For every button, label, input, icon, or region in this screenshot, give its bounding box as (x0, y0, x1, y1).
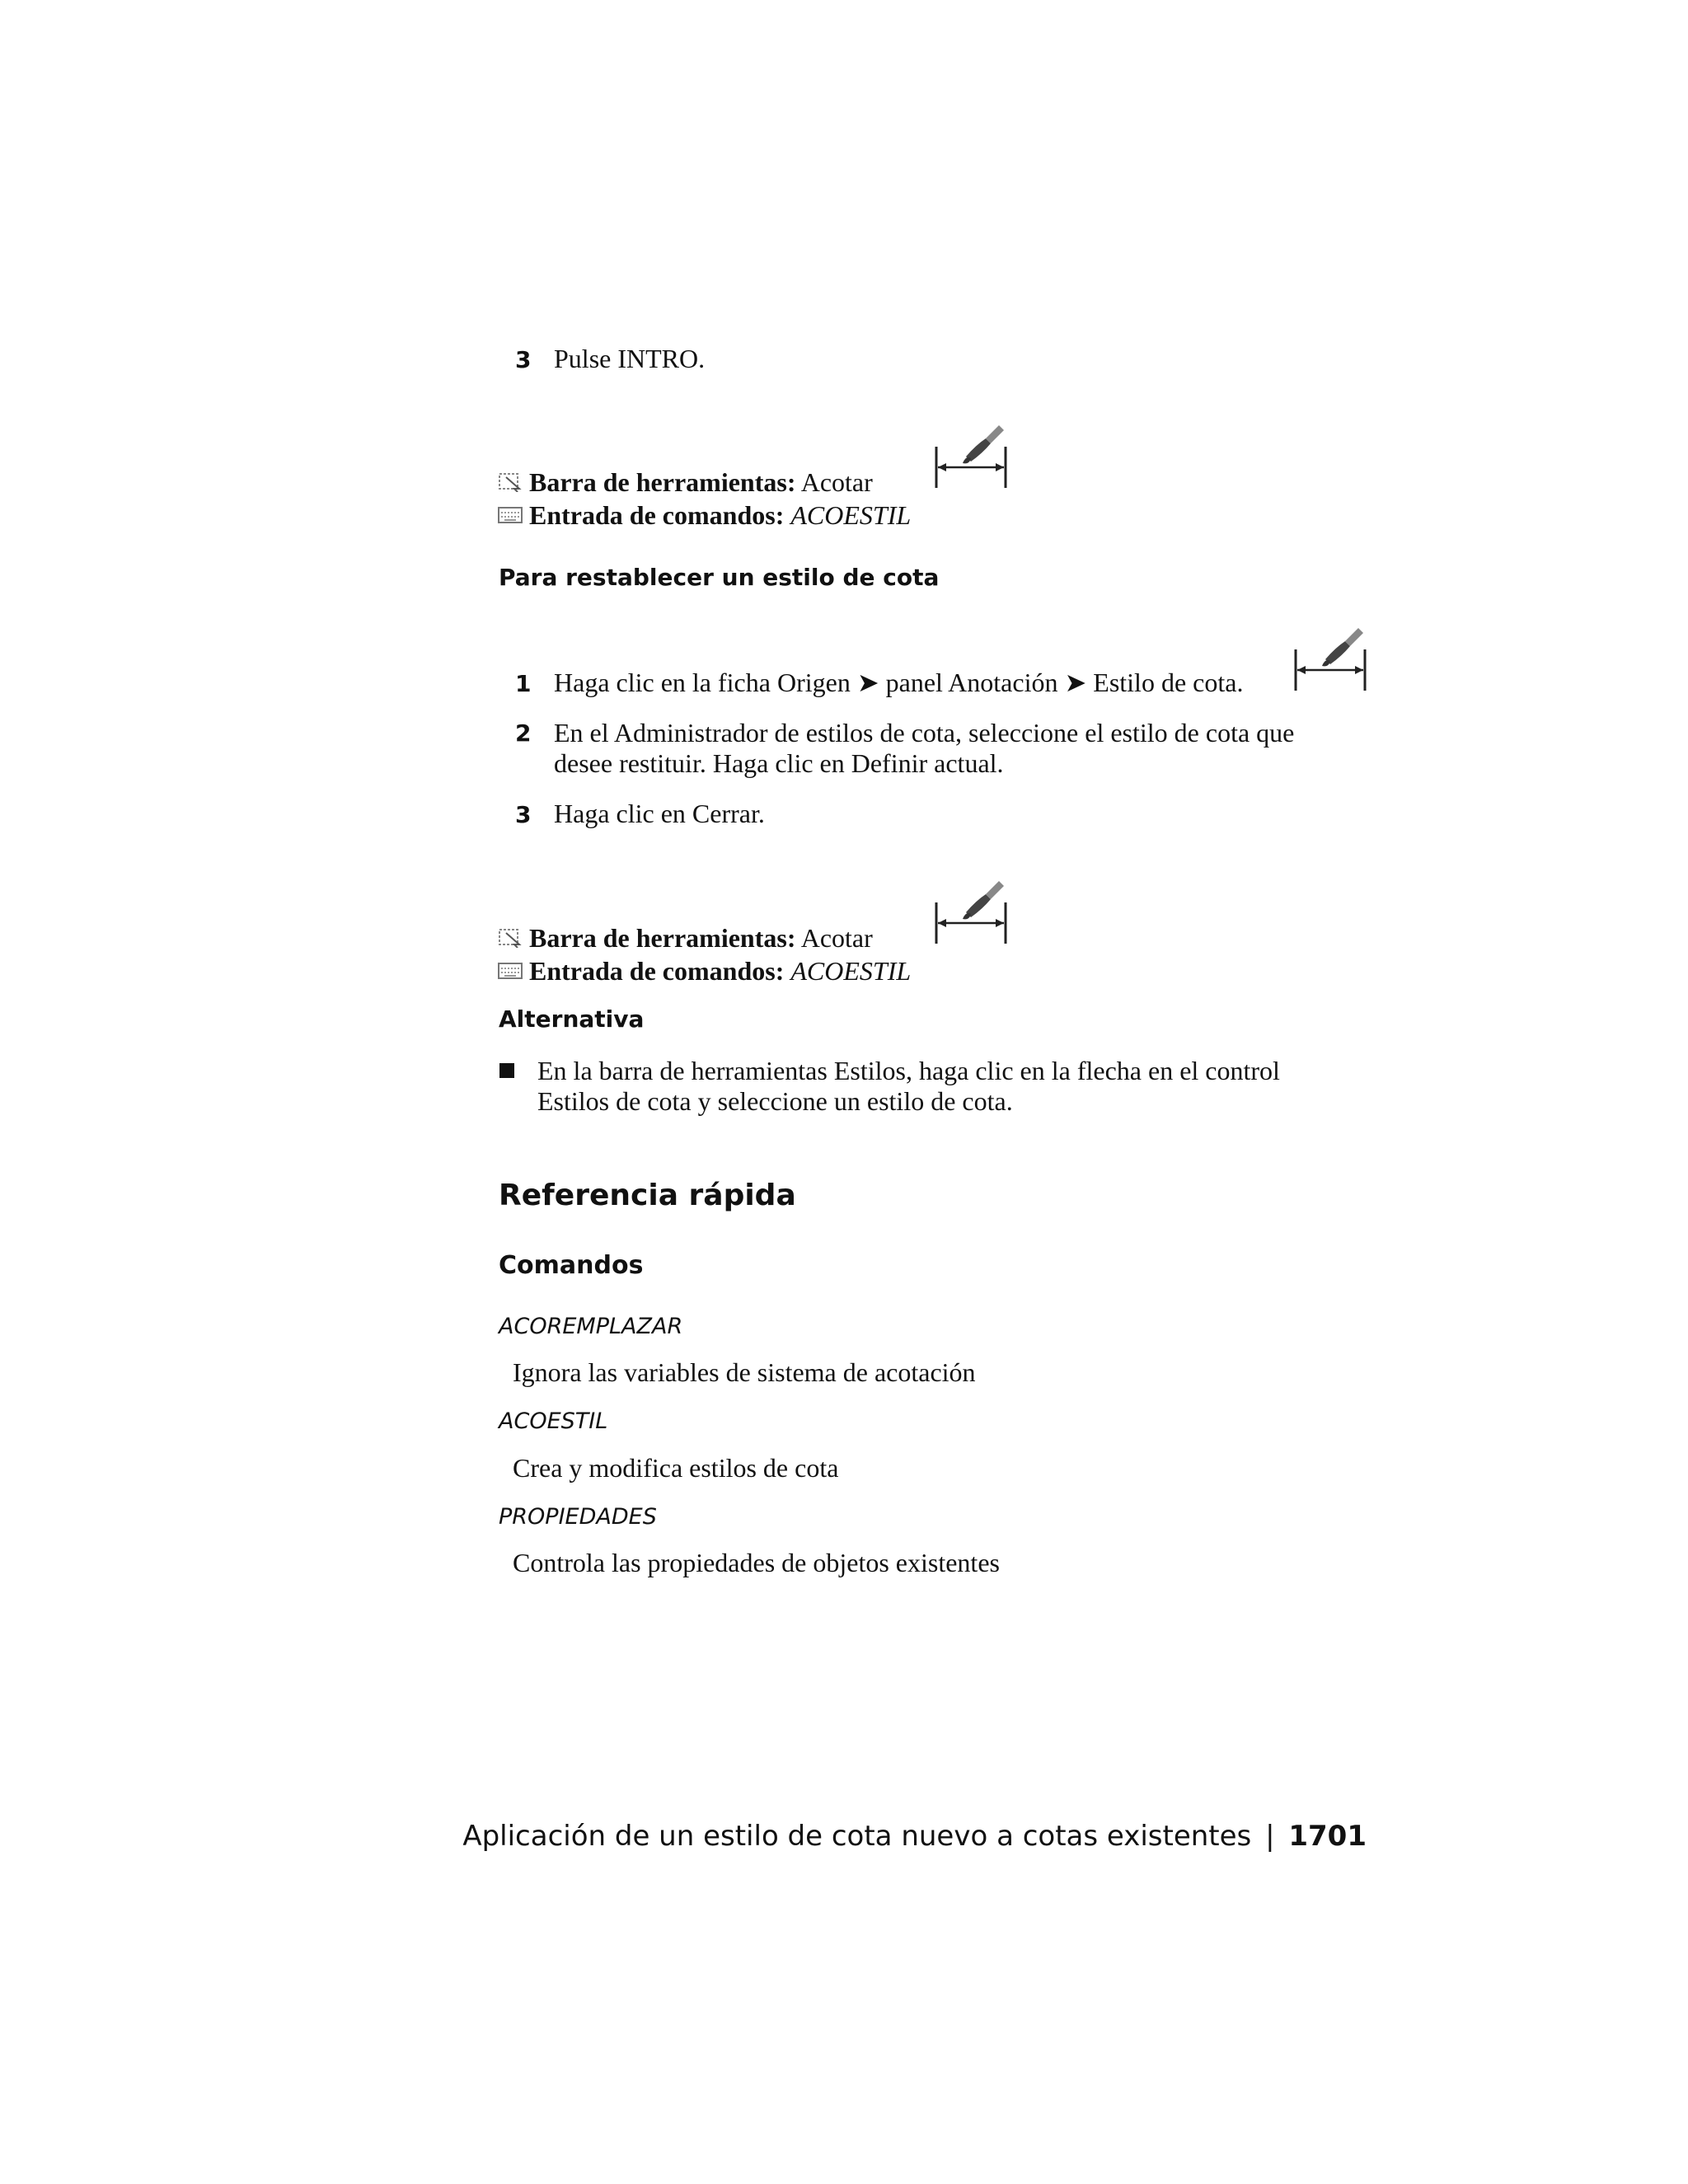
toolbar-label: Barra de herramientas: (529, 923, 796, 953)
keyboard-icon (498, 504, 523, 526)
step-number: 3 (515, 801, 532, 828)
command-value: ACOESTIL (790, 500, 912, 530)
footer-separator: | (1265, 1820, 1275, 1853)
toolbar-value: Acotar (800, 467, 873, 497)
command-name: PROPIEDADES (499, 1504, 657, 1530)
dimension-style-icon (933, 878, 1009, 945)
step-text: Pulse INTRO. (554, 344, 706, 373)
toolbar-value: Acotar (800, 923, 873, 953)
page-number: 1701 (1288, 1820, 1367, 1853)
bullet-text-line1: En la barra de herramientas Estilos, haga clic en la flecha en el control (537, 1056, 1280, 1085)
dimension-style-icon (933, 422, 1009, 490)
command-access-line (529, 955, 911, 987)
command-description: Crea y modifica estilos de cota (513, 1453, 839, 1483)
commands-heading: Comandos (499, 1251, 644, 1280)
command-name: ACOREMPLAZAR (499, 1314, 683, 1339)
footer-title: Aplicación de un estilo de cota nuevo a cotas existentes (462, 1820, 1252, 1853)
step-number: 2 (515, 719, 532, 747)
step-text-line1: En el Administrador de estilos de cota, seleccione el estilo de cota que (554, 718, 1295, 748)
step-number: 3 (515, 346, 532, 373)
toolbar-icon (498, 926, 523, 948)
command-label: Entrada de comandos: (529, 500, 785, 530)
step-text-line2: desee restituir. Haga clic en Definir actual. (554, 748, 1004, 778)
command-name: ACOESTIL (499, 1408, 608, 1434)
command-label: Entrada de comandos: (529, 956, 785, 986)
page-footer (462, 1820, 1367, 1853)
command-description: Controla las propiedades de objetos existentes (513, 1548, 1000, 1577)
bullet-text-line2: Estilos de cota y seleccione un estilo de cota. (537, 1086, 1013, 1116)
keyboard-icon (498, 960, 523, 982)
command-value: ACOESTIL (790, 956, 912, 986)
step-text: Haga clic en Cerrar. (554, 799, 765, 828)
step-text: Haga clic en la ficha Origen ➤ panel Anotación ➤ Estilo de cota. (554, 668, 1244, 697)
dimension-style-icon (1292, 625, 1368, 692)
toolbar-access-line (529, 922, 873, 954)
toolbar-icon (498, 471, 523, 492)
step-number: 1 (515, 670, 532, 697)
toolbar-access-line (529, 466, 873, 498)
command-description: Ignora las variables de sistema de acotación (513, 1357, 976, 1387)
toolbar-label: Barra de herramientas: (529, 467, 796, 497)
procedure-title: Para restablecer un estilo de cota (499, 564, 940, 591)
section-heading: Referencia rápida (499, 1179, 796, 1212)
bullet-square-icon (499, 1063, 514, 1078)
command-access-line (529, 499, 911, 531)
alternative-title: Alternativa (499, 1005, 645, 1033)
